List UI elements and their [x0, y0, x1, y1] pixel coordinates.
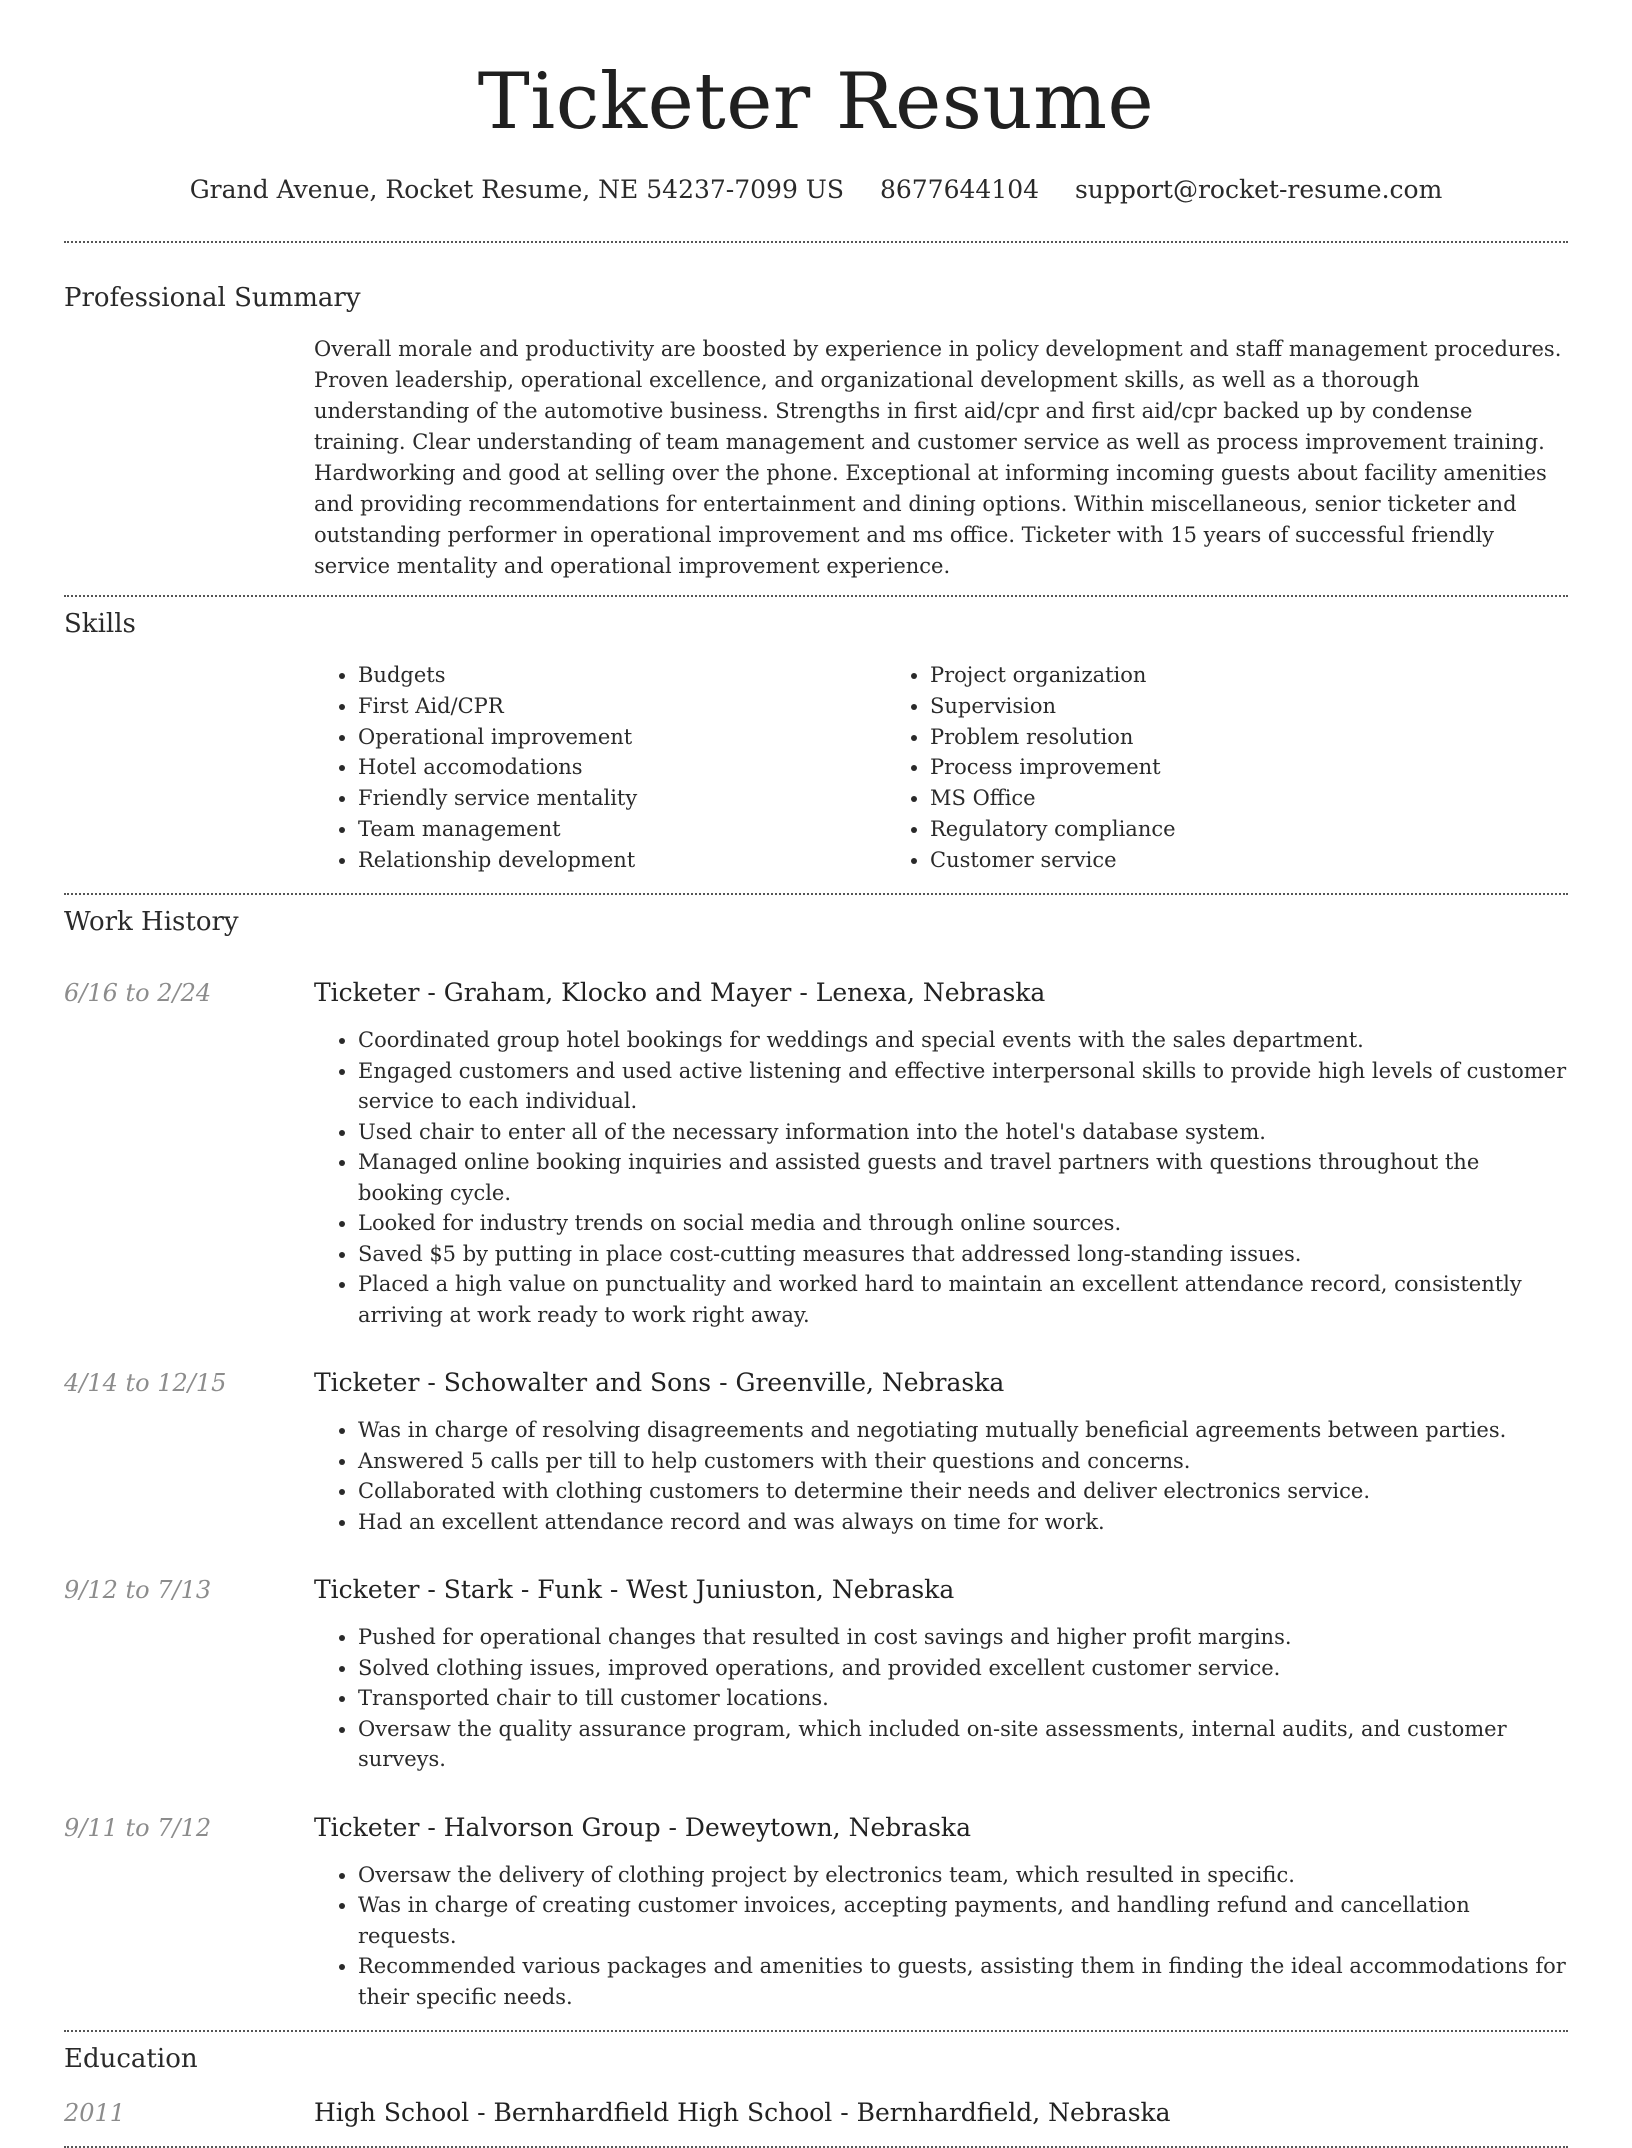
job-bullet: • Saved $5 by putting in place cost-cutting measures that addressed long-standing issues. — [358, 1239, 1568, 1270]
job-bullet: • Coordinated group hotel bookings for weddings and special events with the sales department. — [358, 1025, 1568, 1056]
job-body — [314, 978, 1568, 1330]
job-heading: Ticketer - Halvorson Group - Deweytown, Nebraska — [314, 1812, 971, 1842]
skill-item: • First Aid/CPR — [358, 691, 886, 722]
job-bullet: • Answered 5 calls per till to help customers with their questions and concerns. — [358, 1446, 1568, 1477]
job-date: 9/12 to 7/13 — [64, 1576, 212, 1605]
skill-item: • Operational improvement — [358, 722, 886, 753]
section-title-education: Education — [64, 2044, 198, 2075]
contact-address: Grand Avenue, Rocket Resume, NE 54237-7099 US — [189, 175, 844, 204]
job-bullet: • Recommended various packages and amenities to guests, assisting them in finding the ideal accommodations for their specific needs. — [358, 1951, 1568, 2012]
resume-title: Ticketer Resume — [477, 57, 1155, 147]
job-body — [314, 1813, 1568, 2013]
job-entry — [64, 1368, 1568, 1537]
job-bullet: • Oversaw the delivery of clothing project by electronics team, which resulted in specific. — [358, 1860, 1568, 1891]
contact-line — [64, 175, 1568, 205]
summary-text: Overall morale and productivity are boosted by experience in policy development and staff management procedures. Proven leadership, operational excellence, and organizational development skills, as well as a thorough understanding of the automotive business. Strengths in first aid/cpr and first aid/cpr backed up by condense training. Clear understanding of team management and customer service as well as process improvement training. Hardworking and good at selling over the phone. Exceptional at informing incoming guests about facility amenities and providing recommendations for entertainment and dining options. Within miscellaneous, senior ticketer and outstanding performer in operational improvement and ms office. Ticketer with 15 years of successful friendly service mentality and operational improvement experience. — [314, 337, 1562, 579]
skill-item: • Hotel accomodations — [358, 752, 886, 783]
section-title-skills: Skills — [64, 609, 136, 640]
job-bullet: • Transported chair to till customer locations. — [358, 1683, 1568, 1714]
divider — [64, 2030, 1568, 2032]
skill-item: • Problem resolution — [930, 722, 1458, 753]
job-heading: Ticketer - Schowalter and Sons - Greenville, Nebraska — [314, 1368, 1005, 1398]
job-bullet: • Solved clothing issues, improved operations, and provided excellent customer service. — [358, 1653, 1568, 1684]
contact-phone: 8677644104 — [879, 175, 1040, 204]
contact-email[interactable]: support@rocket-resume.com — [1074, 175, 1443, 204]
job-bullet: • Used chair to enter all of the necessary information into the hotel's database system. — [358, 1117, 1568, 1148]
skills-column-left — [314, 660, 886, 875]
job-entry — [64, 1813, 1568, 2013]
job-bullets — [314, 1025, 1568, 1330]
section-title-summary: Professional Summary — [64, 283, 361, 313]
skill-item: • Process improvement — [930, 752, 1458, 783]
job-date: 9/11 to 7/12 — [64, 1813, 212, 1842]
job-bullets — [314, 1622, 1568, 1775]
skill-item: • Project organization — [930, 660, 1458, 691]
divider — [64, 893, 1568, 895]
job-bullet: • Looked for industry trends on social media and through online sources. — [358, 1208, 1568, 1239]
job-bullets — [314, 1415, 1568, 1537]
job-body — [314, 1575, 1568, 1775]
job-bullet: • Managed online booking inquiries and assisted guests and travel partners with questions throughout the booking cycle. — [358, 1147, 1568, 1208]
skill-item: • Friendly service mentality — [358, 783, 886, 814]
education-entry — [64, 2098, 1568, 2128]
skill-item: • Regulatory compliance — [930, 814, 1458, 845]
job-bullet: • Collaborated with clothing customers to determine their needs and deliver electronics service. — [358, 1476, 1568, 1507]
section-title-work-history: Work History — [64, 907, 239, 938]
job-bullet: • Had an excellent attendance record and was always on time for work. — [358, 1507, 1568, 1538]
job-bullet: • Was in charge of resolving disagreements and negotiating mutually beneficial agreements between parties. — [358, 1415, 1568, 1446]
divider — [64, 2146, 1568, 2148]
job-heading: Ticketer - Stark - Funk - West Juniuston, Nebraska — [314, 1575, 955, 1605]
job-date: 4/14 to 12/15 — [64, 1369, 227, 1398]
job-heading: Ticketer - Graham, Klocko and Mayer - Lenexa, Nebraska — [314, 978, 1046, 1008]
job-date: 6/16 to 2/24 — [64, 979, 212, 1008]
skill-item: • Supervision — [930, 691, 1458, 722]
job-entry — [64, 978, 1568, 1330]
job-bullet: • Pushed for operational changes that resulted in cost savings and higher profit margins. — [358, 1622, 1568, 1653]
job-bullet: • Engaged customers and used active listening and effective interpersonal skills to provide high levels of customer service to each individual. — [358, 1056, 1568, 1117]
skills-column-right — [886, 660, 1458, 875]
job-bullet: • Was in charge of creating customer invoices, accepting payments, and handling refund and cancellation requests. — [358, 1890, 1568, 1951]
job-bullet: • Placed a high value on punctuality and worked hard to maintain an excellent attendance record, consistently arriving at work ready to work right away. — [358, 1269, 1568, 1330]
skill-item: • MS Office — [930, 783, 1458, 814]
divider — [64, 241, 1568, 243]
education-heading: High School - Bernhardfield High School - Bernhardfield, Nebraska — [314, 2097, 1171, 2127]
job-entry — [64, 1575, 1568, 1775]
skill-item: • Budgets — [358, 660, 886, 691]
job-bullets — [314, 1860, 1568, 2013]
skills-list — [314, 660, 1568, 875]
job-body — [314, 1368, 1568, 1537]
divider — [64, 595, 1568, 597]
skill-item: • Customer service — [930, 845, 1458, 876]
skill-item: • Relationship development — [358, 845, 886, 876]
job-bullet: • Oversaw the quality assurance program, which included on-site assessments, internal audits, and customer surveys. — [358, 1714, 1568, 1775]
skill-item: • Team management — [358, 814, 886, 845]
education-date: 2011 — [64, 2098, 126, 2127]
